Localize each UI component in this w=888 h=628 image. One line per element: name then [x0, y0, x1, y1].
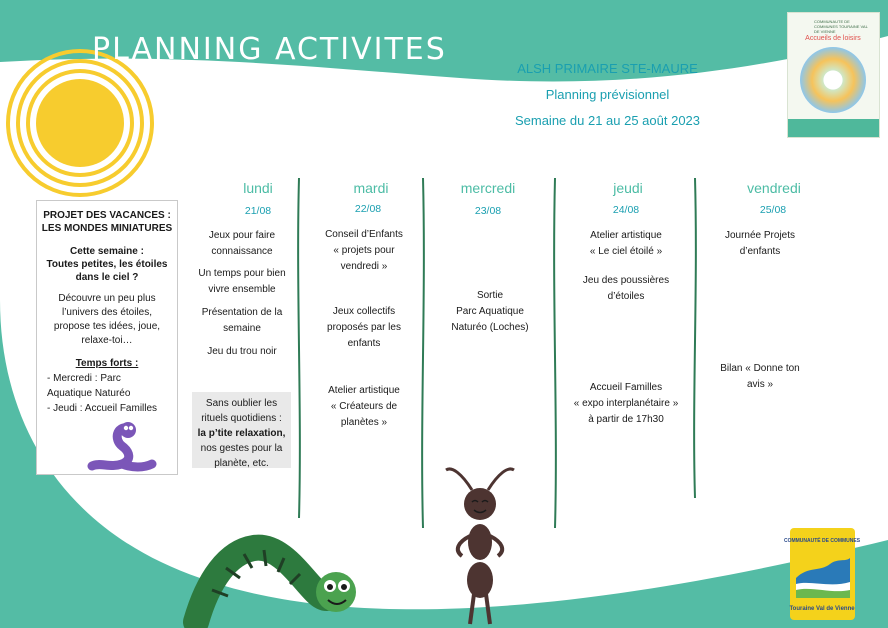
header-center-name: ALSH PRIMAIRE STE-MAURE	[517, 61, 698, 76]
project-desc-line4: relaxe-toi…	[81, 335, 133, 346]
project-week-line3: dans le ciel ?	[75, 272, 139, 283]
page-title: PLANNING ACTIVITES	[92, 32, 447, 68]
purple-worm-icon	[88, 420, 158, 475]
project-title-line2: LES MONDES MINIATURES	[41, 223, 173, 234]
poster-header-text: COMMUNAUTE DE COMMUNES TOURAINE VAL DE VIENNE	[814, 19, 868, 34]
separator-3	[550, 178, 560, 528]
day-name-mardi: mardi	[353, 180, 389, 196]
activity-mercredi-1: Sortie Parc Aquatique Naturéo (Loches)	[451, 290, 529, 333]
activity-jeudi-3: Accueil Familles « expo interplanétaire » à partir de 17h30	[573, 382, 679, 425]
header-week-label: Semaine du 21 au 25 août 2023	[514, 113, 701, 128]
day-name-vendredi: vendredi	[747, 180, 801, 196]
separator-1	[294, 178, 304, 518]
activity-lundi-2: Un temps pour bien vivre ensemble	[198, 268, 286, 295]
activity-vendredi-1: Journée Projets d’enfants	[724, 230, 796, 257]
day-name-lundi: lundi	[243, 180, 273, 196]
poster-insect-circle-icon	[800, 47, 866, 113]
day-date-mercredi: 23/08	[474, 205, 502, 217]
project-highlight-item: - Mercredi : Parc	[47, 373, 121, 384]
community-logo	[783, 528, 861, 620]
logo-top-text: COMMUNAUTÉ DE COMMUNES	[783, 538, 861, 544]
project-week-line2: Toutes petites, les étoiles	[46, 259, 168, 270]
poster-footer-band	[788, 119, 879, 137]
logo-bottom-text: Touraine Val de Vienne	[789, 606, 855, 612]
day-date-vendredi: 25/08	[759, 204, 787, 216]
activity-mardi-1: Conseil d’Enfants « projets pour vendredi »	[325, 229, 403, 272]
activity-lundi-4: Jeu du trou noir	[207, 346, 277, 357]
day-name-jeudi: jeudi	[613, 180, 643, 196]
header-info	[500, 60, 715, 138]
day-date-mardi: 22/08	[354, 203, 382, 215]
project-desc-line3: propose tes idées, joue,	[53, 321, 161, 332]
project-strong-label: Temps forts :	[75, 358, 139, 369]
activity-lundi-3: Présentation de la semaine	[201, 307, 283, 334]
activity-mardi-2: Jeux collectifs proposés par les enfants	[327, 306, 401, 349]
activity-lundi-1: Jeux pour faire connaissance	[208, 230, 276, 257]
project-highlight-item: Aquatique Naturéo	[47, 388, 131, 399]
project-desc-line1: Découvre un peu plus	[58, 293, 156, 304]
ant-icon	[440, 460, 520, 628]
project-desc-line2: l’univers des étoiles,	[61, 307, 153, 318]
day-name-mercredi: mercredi	[460, 180, 516, 196]
green-caterpillar-icon	[188, 530, 358, 628]
poster-title: Accueils de loisirs	[805, 35, 861, 42]
daily-rituals-note: Sans oublier les rituels quotidiens : la p’tite relaxation, nos gestes pour la planète, etc.	[192, 392, 291, 468]
header-planning-label: Planning prévisionnel	[545, 87, 670, 102]
activity-mardi-3: Atelier artistique « Créateurs de planètes »	[328, 385, 400, 428]
poster-thumbnail	[787, 12, 880, 138]
activity-vendredi-2: Bilan « Donne ton avis »	[720, 363, 800, 390]
day-date-jeudi: 24/08	[612, 204, 640, 216]
sun-icon	[0, 55, 165, 200]
day-date-lundi: 21/08	[244, 205, 272, 217]
project-title-line1: PROJET DES VACANCES :	[43, 210, 171, 221]
project-highlights-list	[41, 371, 173, 416]
activity-jeudi-2: Jeu des poussières d’étoiles	[582, 275, 670, 302]
activity-jeudi-1: Atelier artistique « Le ciel étoilé »	[589, 230, 663, 257]
project-week-line1: Cette semaine :	[70, 246, 144, 257]
separator-4	[690, 178, 700, 498]
project-highlight-item: - Jeudi : Accueil Familles	[47, 403, 158, 414]
